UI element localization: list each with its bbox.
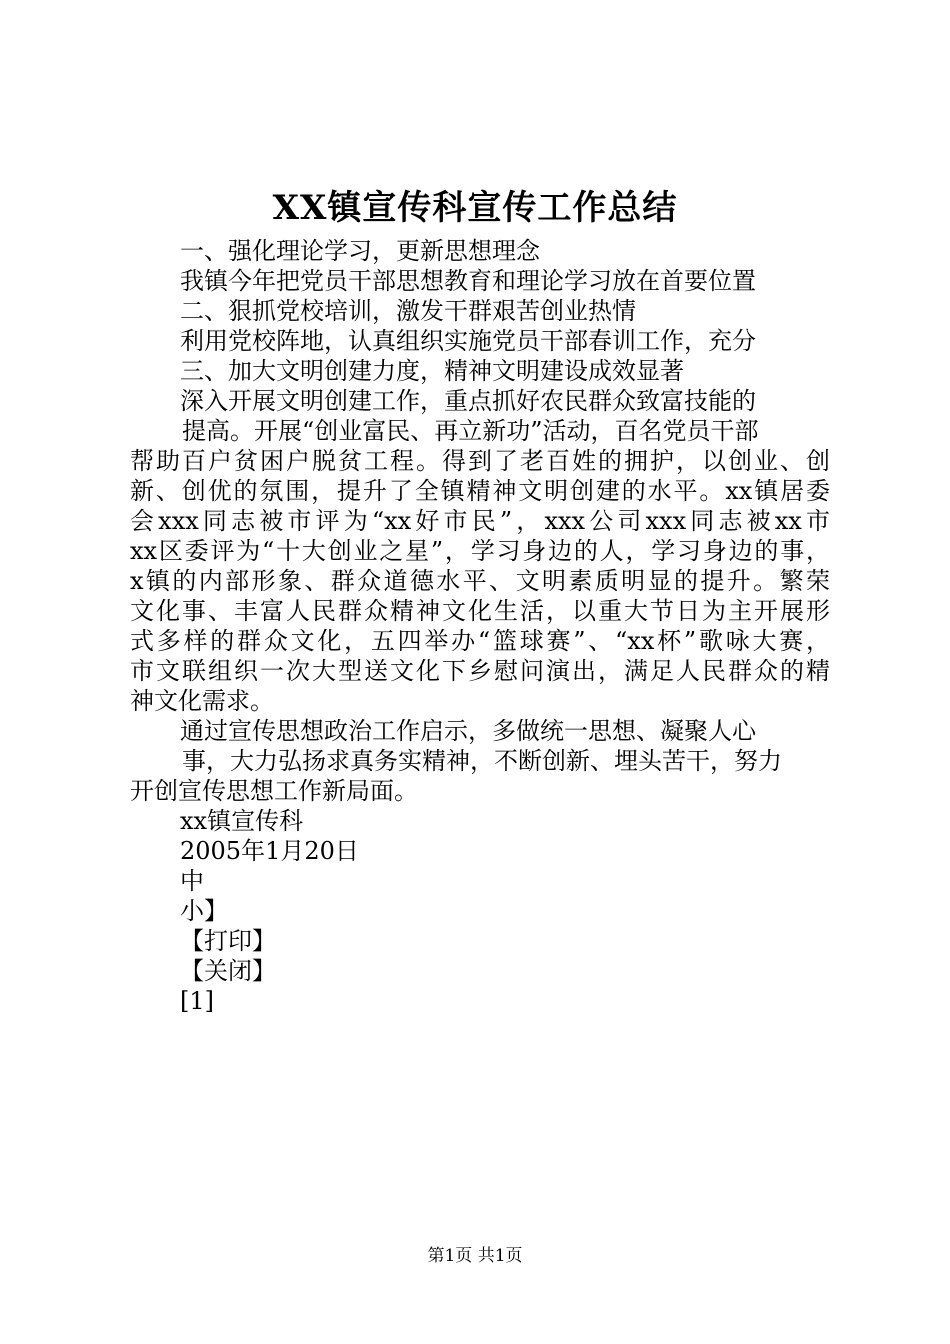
section-heading-1: 一、强化理论学习，更新思想理念 bbox=[180, 237, 540, 265]
paragraph-line: 帮助百户贫困户脱贫工程。得到了老百姓的拥护，以创业、创 bbox=[130, 447, 830, 475]
paragraph-line: 式多样的群众文化，五四举办“篮球赛”、“xx杯”歌咏大赛， bbox=[130, 627, 830, 655]
paragraph-line: 神文化需求。 bbox=[130, 687, 274, 715]
paragraph-line: xx区委评为“十大创业之星”，学习身边的人，学习身边的事， bbox=[130, 537, 830, 565]
paragraph-line: 事，大力弘扬求真务实精神，不断创新、埋头苦干，努力 bbox=[182, 747, 782, 775]
font-size-small-link[interactable]: 小】 bbox=[180, 897, 228, 925]
document-body bbox=[130, 236, 830, 1016]
paragraph-line: 新、创优的氛围，提升了全镇精神文明创建的水平。xx镇居委 bbox=[130, 477, 830, 505]
font-size-medium-link[interactable]: 中 bbox=[180, 867, 204, 895]
print-link[interactable]: 【打印】 bbox=[180, 927, 276, 955]
document-title: XX镇宣传科宣传工作总结 bbox=[272, 188, 678, 228]
close-link[interactable]: 【关闭】 bbox=[180, 957, 276, 985]
signature-date: 2005年1月20日 bbox=[180, 837, 359, 865]
section-heading-3: 三、加大文明创建力度，精神文明建设成效显著 bbox=[180, 357, 684, 385]
section-heading-2: 二、狠抓党校培训，激发干群艰苦创业热情 bbox=[180, 297, 636, 325]
paragraph-line: 通过宣传思想政治工作启示，多做统一思想、凝聚人心 bbox=[180, 717, 756, 745]
paragraph-line: x镇的内部形象、群众道德水平、文明素质明显的提升。繁荣 bbox=[130, 567, 830, 595]
paragraph-line: 我镇今年把党员干部思想教育和理论学习放在首要位置 bbox=[180, 267, 756, 295]
paragraph-line: 利用党校阵地，认真组织实施党员干部春训工作，充分 bbox=[180, 327, 756, 355]
paragraph-line: 会xxx同志被市评为“xx好市民”，xxx公司xxx同志被xx市 bbox=[130, 507, 830, 535]
paragraph-line: 文化事、丰富人民群众精神文化生活，以重大节日为主开展形 bbox=[130, 597, 830, 625]
paragraph-line: 提高。开展“创业富民、再立新功”活动，百名党员干部 bbox=[182, 417, 759, 445]
paragraph-line: 深入开展文明创建工作，重点抓好农民群众致富技能的 bbox=[180, 387, 756, 415]
paragraph-line: 市文联组织一次大型送文化下乡慰问演出，满足人民群众的精 bbox=[130, 657, 830, 685]
page-number-link[interactable]: [1] bbox=[180, 987, 214, 1015]
paragraph-line: 开创宣传思想工作新局面。 bbox=[130, 777, 418, 805]
signature-org: xx镇宣传科 bbox=[180, 807, 304, 835]
page-footer: 第1页 共1页 bbox=[427, 1246, 523, 1266]
